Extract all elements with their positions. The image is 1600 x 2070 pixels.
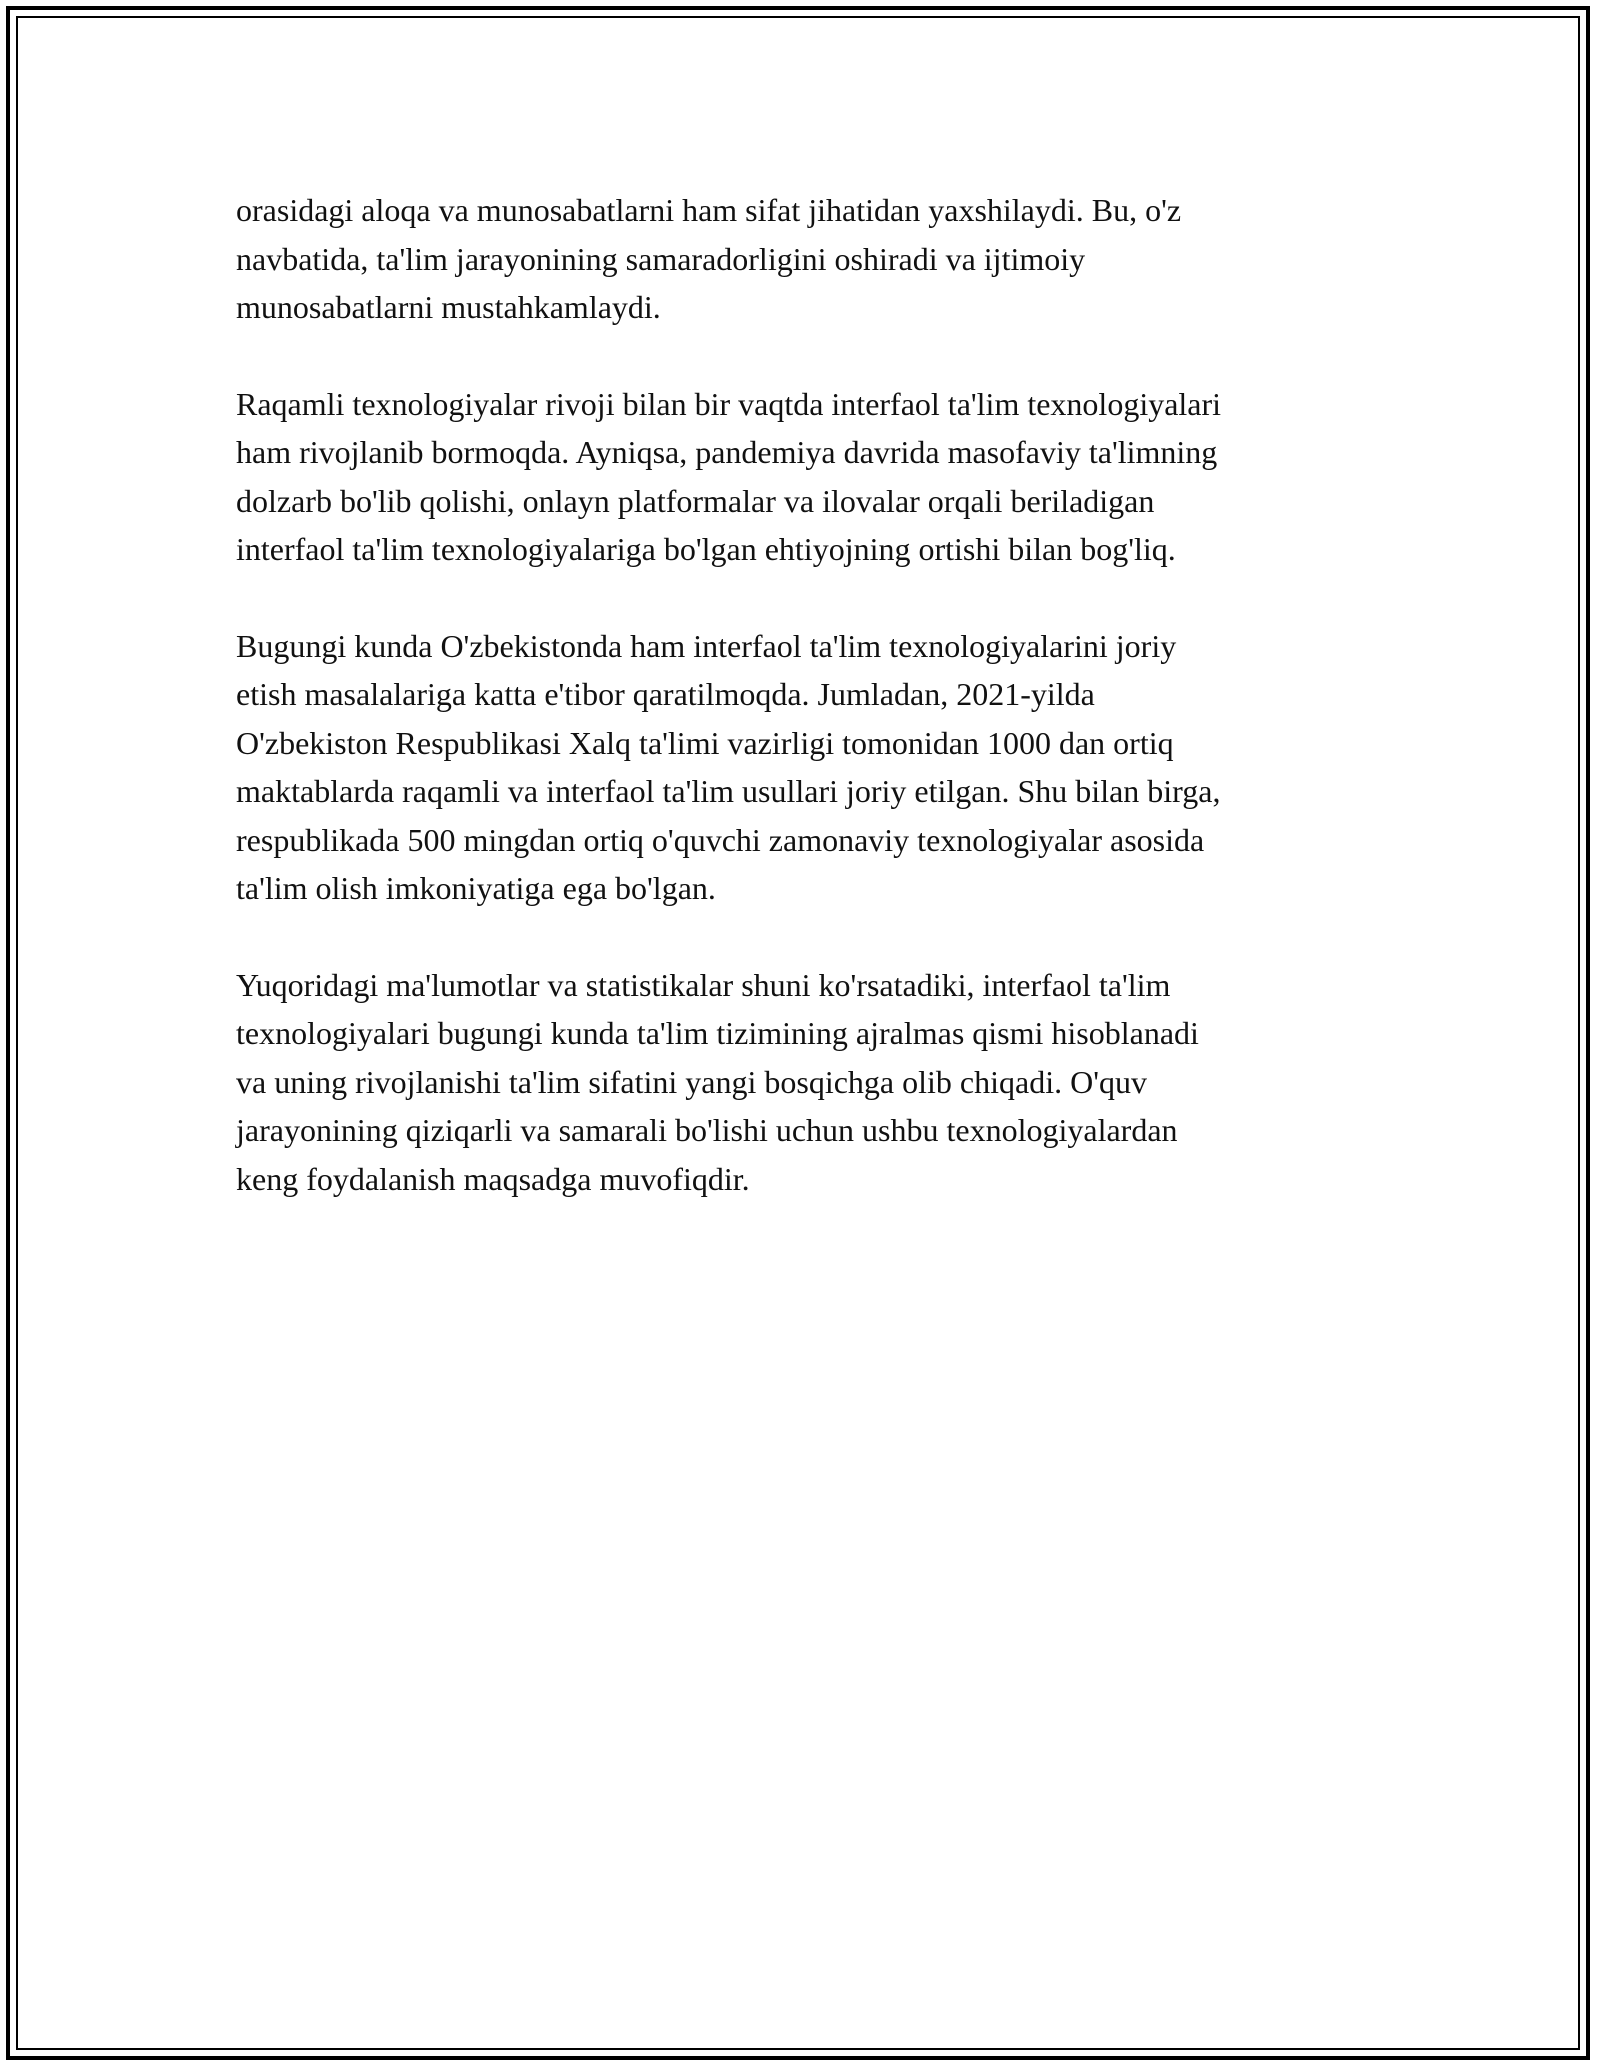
text-line: navbatida, ta'lim jarayonining samaradorligini oshiradi va ijtimoiy xyxy=(236,240,1086,277)
document-body xyxy=(236,186,1386,1251)
text-line: Bugungi kunda O'zbekistonda ham interfaol ta'lim texnologiyalarini joriy xyxy=(236,627,1177,664)
text-line: jarayonining qiziqarli va samarali bo'lishi uchun ushbu texnologiyalardan xyxy=(236,1112,1178,1148)
text-line: maktablarda raqamli va interfaol ta'lim usullari joriy etilgan. Shu bilan birga, xyxy=(236,773,1221,809)
paragraph-2 xyxy=(236,380,1386,574)
text-line: texnologiyalari bugungi kunda ta'lim tizimining ajralmas qismi hisoblanadi xyxy=(236,1015,1199,1051)
paragraph-4 xyxy=(236,961,1386,1204)
text-line: orasidagi aloqa va munosabatlarni ham sifat jihatidan yaxshilaydi. Bu, o'z xyxy=(236,192,1182,228)
text-line: Yuqoridagi ma'lumotlar va statistikalar shuni ko'rsatadiki, interfaol ta'lim xyxy=(236,966,1171,1003)
text-line: ham rivojlanib bormoqda. Ayniqsa, pandemiya davrida masofaviy ta'limning xyxy=(236,434,1218,470)
text-line: O'zbekiston Respublikasi Xalq ta'limi vazirligi tomonidan 1000 dan ortiq xyxy=(236,724,1174,761)
text-line: munosabatlarni mustahkamlaydi. xyxy=(236,289,661,325)
text-line: respublikada 500 mingdan ortiq o'quvchi zamonaviy texnologiyalar asosida xyxy=(236,821,1205,858)
text-line: keng foydalanish maqsadga muvofiqdir. xyxy=(236,1160,750,1197)
text-line: interfaol ta'lim texnologiyalariga bo'lgan ehtiyojning ortishi bilan bog'liq. xyxy=(236,531,1176,567)
text-line: ta'lim olish imkoniyatiga ega bo'lgan. xyxy=(236,870,716,906)
text-line: Raqamli texnologiyalar rivoji bilan bir vaqtda interfaol ta'lim texnologiyalari xyxy=(236,385,1222,422)
paragraph-3 xyxy=(236,622,1386,913)
text-line: dolzarb bo'lib qolishi, onlayn platformalar va ilovalar orqali beriladigan xyxy=(236,482,1155,519)
paragraph-1 xyxy=(236,186,1386,332)
text-line: va uning rivojlanishi ta'lim sifatini yangi bosqichga olib chiqadi. O'quv xyxy=(236,1063,1147,1100)
text-line: etish masalalariga katta e'tibor qaratilmoqda. Jumladan, 2021-yilda xyxy=(236,676,1095,712)
